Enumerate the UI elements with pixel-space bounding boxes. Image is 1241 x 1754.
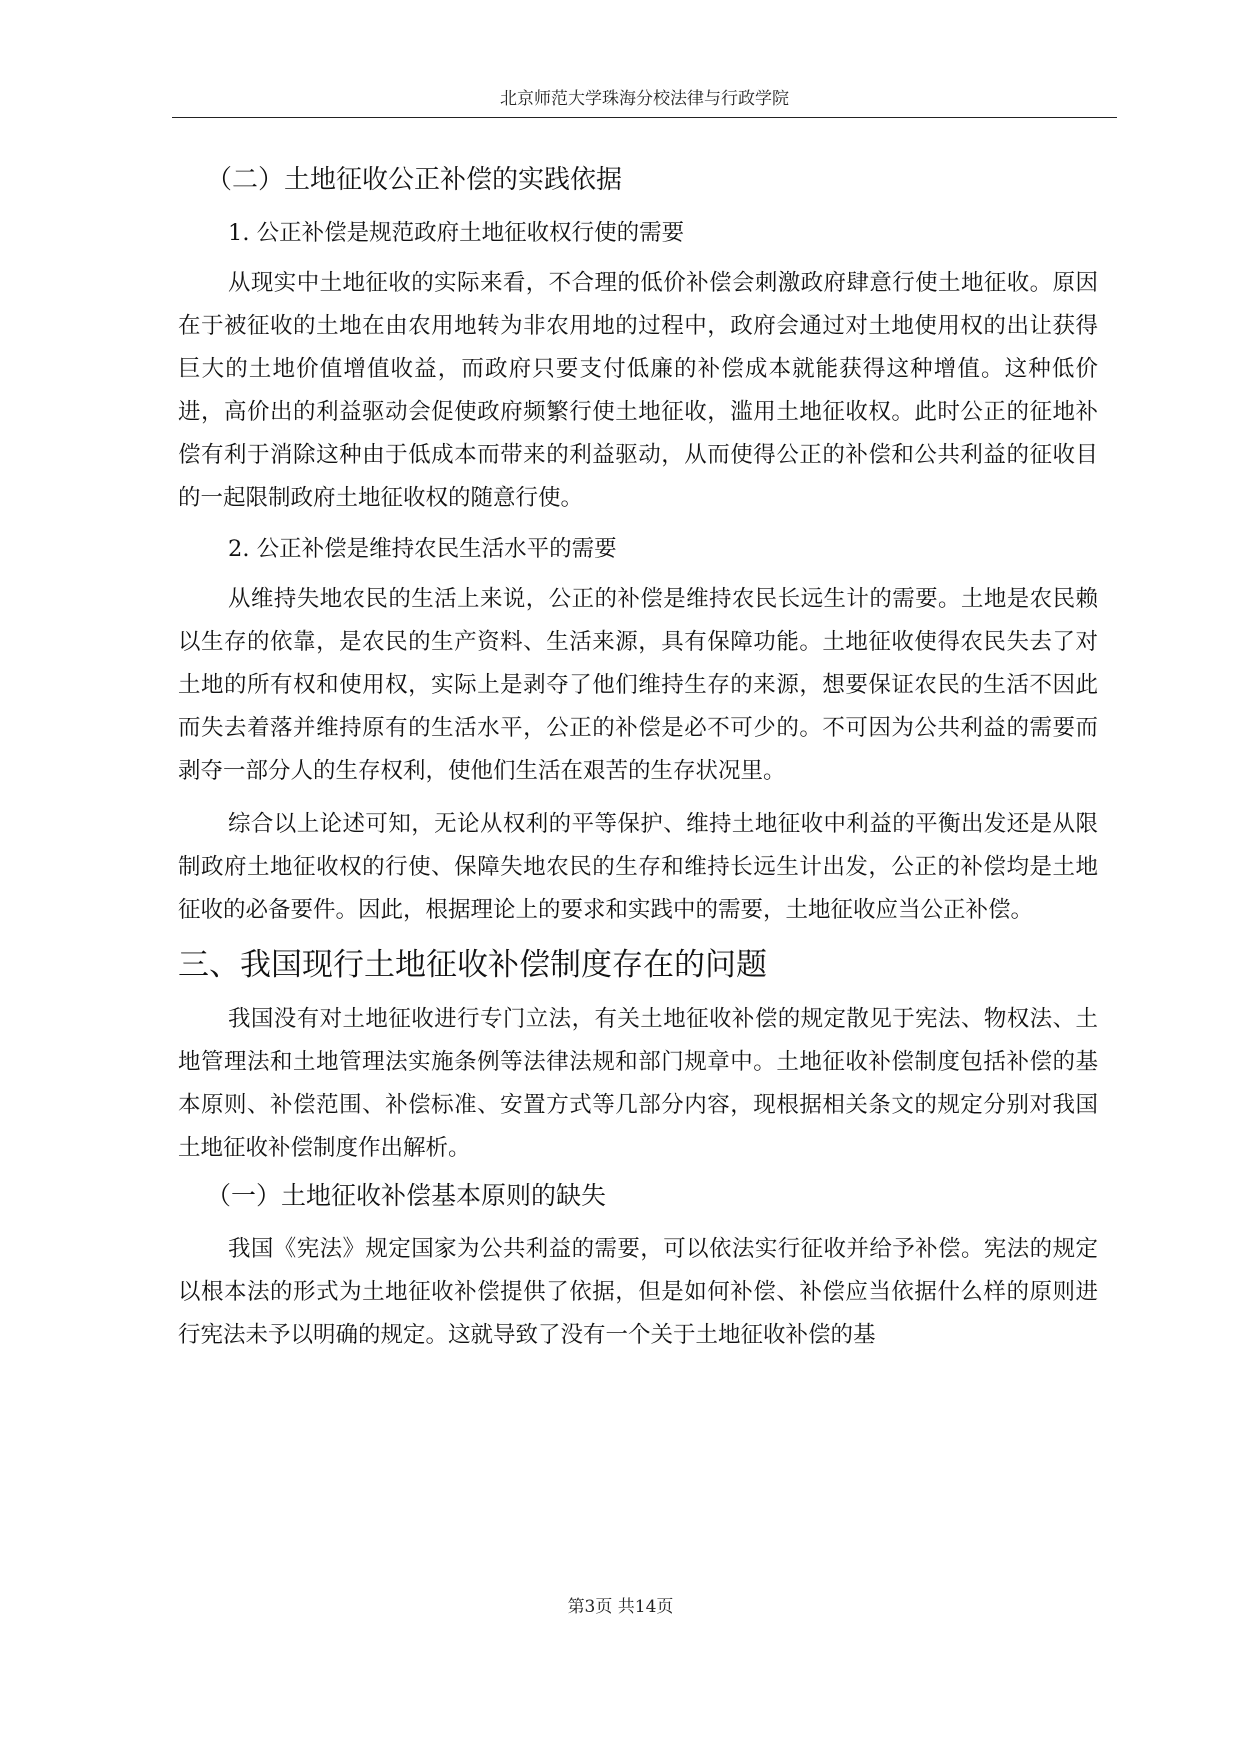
chapter-heading-3: 三、我国现行土地征收补偿制度存在的问题 bbox=[178, 947, 767, 983]
paragraph-4: 我国没有对土地征收进行专门立法，有关土地征收补偿的规定散见于宪法、物权法、土地管理法和土地管理法实施条例等法律法规和部门规章中。土地征收补偿制度包括补偿的基本原则、补偿范围、补偿标准、安置方式等几部分内容，现根据相关条文的规定分别对我国土地征收补偿制度作出解析。 bbox=[178, 1006, 1098, 1161]
subheading-item-1: 1. 公正补偿是规范政府土地征收权行使的需要 bbox=[228, 220, 685, 246]
page-footer-number: 第3页 共14页 bbox=[567, 1597, 674, 1617]
paragraph-3: 综合以上论述可知，无论从权利的平等保护、维持土地征收中利益的平衡出发还是从限制政府土地征收权的行使、保障失地农民的生存和维持长远生计出发，公正的补偿均是土地征收的必备要件。因此，根据理论上的要求和实践中的需要，土地征收应当公正补偿。 bbox=[178, 811, 1098, 923]
paragraph-5: 我国《宪法》规定国家为公共利益的需要，可以依法实行征收并给予补偿。宪法的规定以根本法的形式为土地征收补偿提供了依据，但是如何补偿、补偿应当依据什么样的原则进行宪法未予以明确的规定。这就导致了没有一个关于土地征收补偿的基 bbox=[178, 1236, 1098, 1348]
header-divider bbox=[172, 117, 1117, 118]
paragraph-2: 从维持失地农民的生活上来说，公正的补偿是维持农民长远生计的需要。土地是农民赖以生存的依靠，是农民的生产资料、生活来源，具有保障功能。土地征收使得农民失去了对土地的所有权和使用权，实际上是剥夺了他们维持生存的来源，想要保证农民的生活不因此而失去着落并维持原有的生活水平，公正的补偿是必不可少的。不可因为公共利益的需要而剥夺一部分人的生存权利，使他们生活在艰苦的生存状况里。 bbox=[178, 586, 1098, 784]
section-heading-practice-basis: （二）土地征收公正补偿的实践依据 bbox=[206, 165, 623, 195]
subheading-item-2: 2. 公正补偿是维持农民生活水平的需要 bbox=[228, 536, 617, 562]
paragraph-1: 从现实中土地征收的实际来看，不合理的低价补偿会刺激政府肆意行使土地征收。原因在于被征收的土地在由农用地转为非农用地的过程中，政府会通过对土地使用权的出让获得巨大的土地价值增值收益，而政府只要支付低廉的补偿成本就能获得这种增值。这种低价进，高价出的利益驱动会促使政府频繁行使土地征收，滥用土地征收权。此时公正的征地补偿有利于消除这种由于低成本而带来的利益驱动，从而使得公正的补偿和公共利益的征收目的一起限制政府土地征收权的随意行使。 bbox=[178, 270, 1098, 511]
section-heading-basic-principles: （一）土地征收补偿基本原则的缺失 bbox=[206, 1181, 607, 1210]
document-body bbox=[178, 152, 1098, 1357]
page-header-title: 北京师范大学珠海分校法律与行政学院 bbox=[500, 89, 789, 109]
